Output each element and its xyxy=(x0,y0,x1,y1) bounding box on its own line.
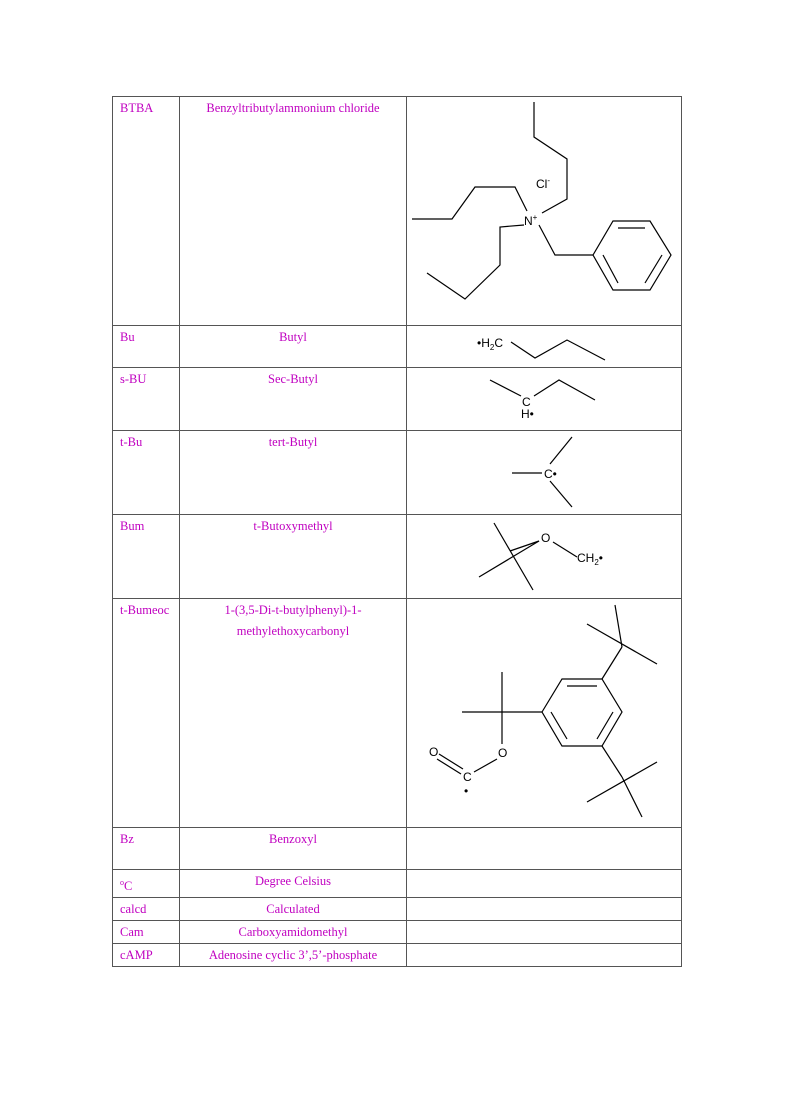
structure-cell xyxy=(407,944,682,967)
structure-cell xyxy=(407,898,682,921)
table-row xyxy=(113,368,682,431)
nitrogen-label: N+ xyxy=(524,213,538,228)
butyl-chain-top xyxy=(534,102,567,213)
abbreviation-cell: Bum xyxy=(113,515,180,599)
full-name-cell: Carboxyamidomethyl xyxy=(180,921,407,944)
table-row xyxy=(113,944,682,967)
abbreviation-cell: Bu xyxy=(113,326,180,368)
butyl-structure xyxy=(407,326,680,367)
carbonyl-carbon-label: C xyxy=(463,770,472,784)
full-name-cell: t-Butoxymethyl xyxy=(180,515,407,599)
carbonyl-oxygen-label: O xyxy=(429,745,439,759)
carbonyl-radical-dot: • xyxy=(464,784,469,798)
benzene-ring xyxy=(593,221,671,290)
abbreviation-cell: s-BU xyxy=(113,368,180,431)
full-name-cell: Butyl xyxy=(180,326,407,368)
radical-label: $•H_2C$ xyxy=(477,336,503,352)
structure-cell xyxy=(407,515,682,599)
abbreviation-cell: t-Bumeoc xyxy=(113,599,180,828)
table-row xyxy=(113,898,682,921)
chloride-label: Cl- xyxy=(536,176,551,191)
abbreviation-cell: t-Bu xyxy=(113,431,180,515)
abbreviation-cell: oC xyxy=(113,870,180,898)
full-name-cell: Calculated xyxy=(180,898,407,921)
table-row xyxy=(113,326,682,368)
table-row xyxy=(113,870,682,898)
abbreviation-cell: Bz xyxy=(113,828,180,870)
structure-cell xyxy=(407,326,682,368)
table-row xyxy=(113,599,682,828)
abbreviation-cell: cAMP xyxy=(113,944,180,967)
full-name-cell: Adenosine cyclic 3’,5’-phosphate xyxy=(180,944,407,967)
table-row xyxy=(113,431,682,515)
tert-butyl-structure xyxy=(407,431,680,514)
table-row xyxy=(113,921,682,944)
butyl-chain-left xyxy=(412,187,527,219)
full-name-cell: 1-(3,5-Di-t-butylphenyl)-1-methylethoxycarbonyl xyxy=(180,599,407,828)
ether-oxygen-label: O xyxy=(498,746,508,760)
hydrogen-radical-label: H• xyxy=(521,407,534,421)
t-butoxymethyl-structure xyxy=(407,515,680,598)
structure-cell xyxy=(407,431,682,515)
methylene-radical-label: $CH_2•$ xyxy=(577,551,603,567)
table-row xyxy=(113,97,682,326)
full-name-cell: Degree Celsius xyxy=(180,870,407,898)
structure-cell xyxy=(407,599,682,828)
structure-cell xyxy=(407,368,682,431)
butyl-chain xyxy=(511,340,605,360)
phenyl-ring xyxy=(542,679,622,746)
structure-cell xyxy=(407,828,682,870)
abbreviation-cell: BTBA xyxy=(113,97,180,326)
structure-cell xyxy=(407,921,682,944)
benzyl-link xyxy=(539,225,593,255)
full-name-cell: Benzyltributylammonium chloride xyxy=(180,97,407,326)
full-name-cell: Sec-Butyl xyxy=(180,368,407,431)
benzyltributylammonium-chloride-structure xyxy=(407,97,680,325)
full-name-cell: Benzoxyl xyxy=(180,828,407,870)
structure-cell xyxy=(407,870,682,898)
oxygen-label: O xyxy=(541,531,551,545)
abbreviation-table xyxy=(112,96,682,967)
table-row xyxy=(113,828,682,870)
sec-butyl-structure xyxy=(407,368,680,430)
table-row xyxy=(113,515,682,599)
carbon-label: C xyxy=(522,395,531,409)
abbreviation-cell: Cam xyxy=(113,921,180,944)
carbon-radical-label: C• xyxy=(544,467,557,481)
t-bumeoc-structure xyxy=(407,599,680,827)
structure-cell xyxy=(407,97,682,326)
full-name-cell: tert-Butyl xyxy=(180,431,407,515)
abbreviation-cell: calcd xyxy=(113,898,180,921)
butyl-chain-bottom xyxy=(427,225,524,299)
